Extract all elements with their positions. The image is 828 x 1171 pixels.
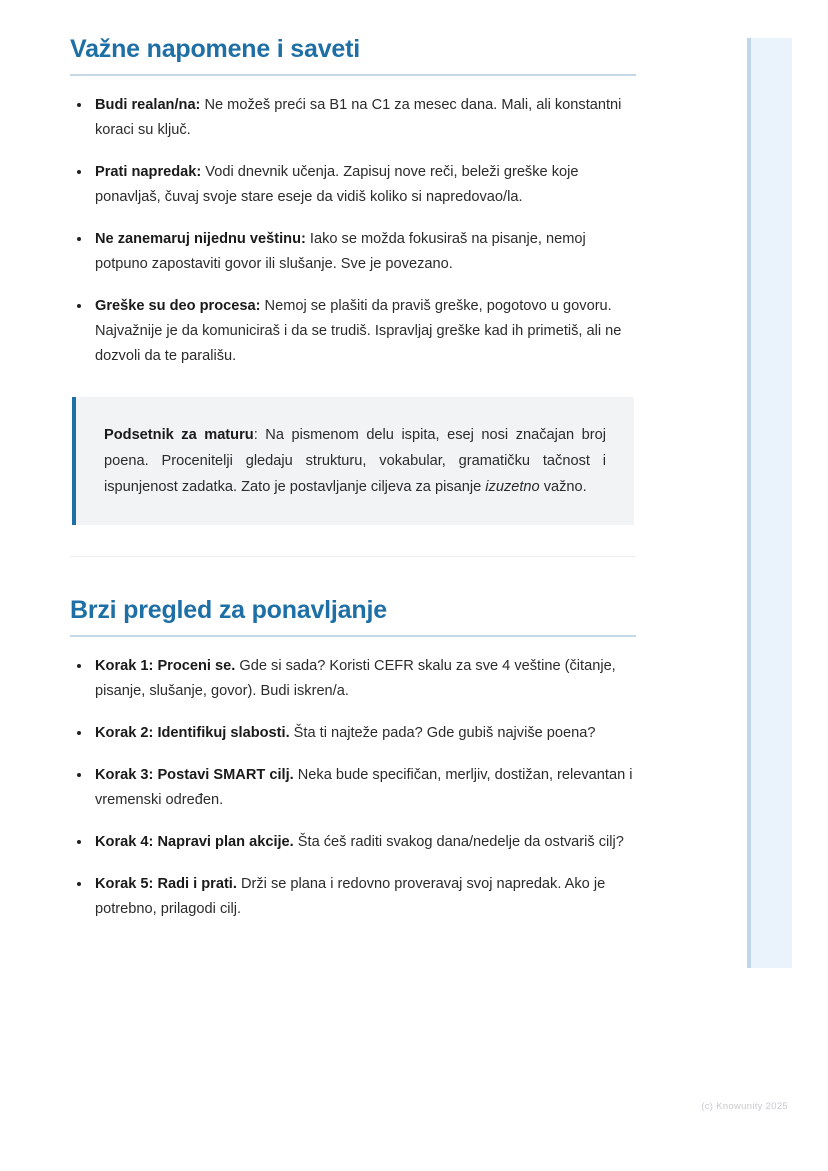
list-item: [70, 763, 636, 813]
list-item: [70, 830, 636, 855]
steps-list: [70, 654, 636, 923]
list-item-lead: Korak 4: Napravi plan akcije.: [95, 834, 294, 851]
list-item: [70, 721, 636, 746]
list-item: [70, 872, 636, 922]
list-item-text: Iako se možda fokusiraš na pisanje, nemoj potpuno zapostaviti govor ili slušanje. Sve je povezano.: [95, 230, 586, 272]
list-item-lead: Korak 2: Identifikuj slabosti.: [95, 724, 290, 741]
list-item-text: Ne možeš preći sa B1 na C1 za mesec dana. Mali, ali konstantni koraci su ključ.: [95, 96, 622, 138]
heading-underline: [70, 74, 636, 76]
list-item-text: Vodi dnevnik učenja. Zapisuj nove reči, beleži greške koje ponavljaš, čuvaj svoje stare eseje da vidiš koliko si napredovao/la.: [95, 163, 579, 205]
list-item-lead: Korak 5: Radi i prati.: [95, 876, 237, 893]
list-item-lead: Korak 3: Postavi SMART cilj.: [95, 767, 294, 784]
page-side-accent-bar: [747, 38, 792, 968]
list-item-lead: Korak 1: Proceni se.: [95, 657, 236, 674]
callout-emphasis: izuzetno: [485, 479, 540, 496]
callout-body-before: : Na pismenom delu ispita, esej nosi značajan broj poena. Procenitelji gledaju strukturu, vokabular, gramatičku tačnost i ispunjenost zadatka. Zato je postavljanje ciljeva za pisanje: [104, 427, 606, 496]
list-item: [70, 654, 636, 704]
document-content: [70, 34, 636, 923]
list-item-text: Šta ćeš raditi svakog dana/nedelje da ostvariš cilj?: [293, 834, 624, 851]
section-heading: Brzi pregled za ponavljanje: [70, 596, 387, 625]
spacer: [70, 557, 636, 595]
footer-copyright: (c) Knowunity 2025: [701, 1101, 788, 1112]
list-item-lead: Greške su deo procesa:: [95, 298, 261, 315]
list-item-lead: Prati napredak:: [95, 163, 202, 180]
callout-box: [72, 397, 634, 525]
list-item: [70, 294, 636, 369]
list-item: [70, 93, 636, 143]
list-item-lead: Ne zanemaruj nijednu veštinu:: [95, 230, 306, 247]
heading-underline: [70, 635, 636, 637]
list-item-text: Drži se plana i redovno proveravaj svoj napredak. Ako je potrebno, prilagodi cilj.: [95, 876, 606, 918]
page-side-accent-bar-edge: [747, 38, 751, 968]
notes-list: [70, 93, 636, 370]
list-item-text: Nemoj se plašiti da praviš greške, pogotovo u govoru. Najvažnije je da komuniciraš i da se trudiš. Ispravljaj greške kad ih primetiš, ali ne dozvoli da te parališu.: [95, 298, 622, 365]
list-item-text: Gde si sada? Koristi CEFR skalu za sve 4 veštine (čitanje, pisanje, slušanje, govor). Budi iskren/a.: [95, 657, 616, 699]
list-item-text: Šta ti najteže pada? Gde gubiš najviše poena?: [289, 724, 596, 741]
list-item-text: Neka bude specifičan, merljiv, dostižan, relevantan i vremenski određen.: [95, 767, 633, 809]
callout-body-after: važno.: [539, 479, 587, 496]
section-heading: Važne napomene i saveti: [70, 35, 360, 63]
callout-text: [104, 423, 606, 501]
section-brzi-pregled: [70, 595, 636, 922]
section-vazne-napomene: [70, 34, 636, 595]
list-item-lead: Budi realan/na:: [95, 96, 201, 113]
callout-lead: Podsetnik za maturu: [104, 427, 254, 444]
list-item: [70, 160, 636, 210]
list-item: [70, 227, 636, 277]
